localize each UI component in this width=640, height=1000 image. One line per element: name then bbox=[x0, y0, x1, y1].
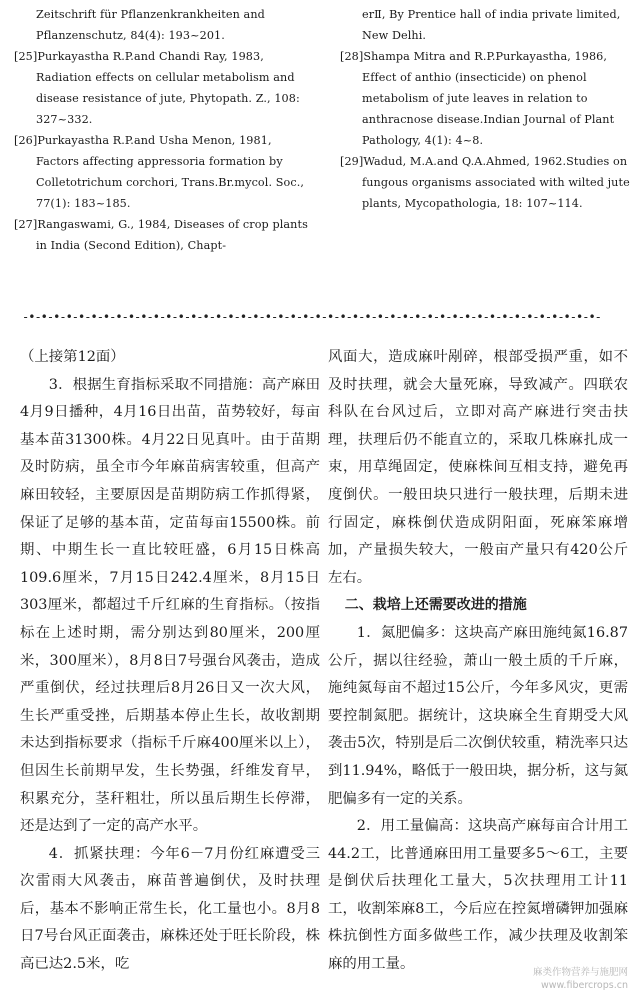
watermark-line: 麻类作物营养与施肥网 bbox=[532, 967, 628, 978]
watermark bbox=[478, 966, 628, 992]
body-paragraph: 2．用工量偏高：这块高产麻每亩合计用工44.2工，比普通麻田用工量要多5～6工，主要是倒伏后扶理化工量大，5次扶理用工计11工，收割笨麻8工，今后应在控氮增磷钾加强麻株抗倒性方面多做些工作，减少扶理及收割笨麻的用工量。 bbox=[328, 818, 628, 973]
section-divider: -•-•-•-•-•-•-•-•-•-•-•-•-•-•-•-•-•-•-•-•-•-•-•-•-•-•-•-•-•-•-•-•-•-•-•-•-•-•-•-•-•-•-•-•-•-•- bbox=[22, 310, 601, 322]
references-right-column bbox=[340, 4, 630, 214]
body-paragraph: 4．抓紧扶理：今年6－7月份红麻遭受三次雷雨大风袭击，麻苗普遍倒伏，及时扶理后，基本不影响正常生长，化工量也小。8月8日7号台风正面袭击，麻株还处于旺长阶段，株高已达2.5米，吃 bbox=[20, 845, 320, 973]
body-paragraph: 风面大，造成麻叶剐碎，根部受损严重，如不及时扶理，就会大量死麻，导致减产。四联农科队在台风过后，立即对高产麻进行突击扶理，扶理后仍不能直立的，采取几株麻扎成一束，用草绳固定，使麻株间互相支持，避免再度倒伏。一般田块只进行一般扶理，后期未进行固定，麻株倒伏造成阴阳面，死麻笨麻增加，产量损失较大，一般亩产量只有420公斤左右。 bbox=[328, 349, 628, 586]
reference-item: erⅡ, By Prentice hall of india private limited, New Delhi. bbox=[362, 8, 621, 42]
reference-item: [29]Wadud, M.A.and Q.A.Ahmed, 1962.Studies on fungous organisms associated with wilted jute plants, Mycopathologia, 18: 107~114. bbox=[340, 155, 630, 210]
reference-item: Zeitschrift für Pflanzenkrankheiten and Pflanzenschutz, 84(4): 193~201. bbox=[36, 8, 265, 42]
references-section bbox=[14, 4, 630, 296]
reference-item: [28]Shampa Mitra and R.P.Purkayastha, 1986, Effect of anthio (insecticide) on phenol metabolism of jute leaves in relation to anthracnose disease.Indian Journal of Plant Pathology, 4(1): 4~8. bbox=[340, 50, 615, 147]
body-paragraph: 1．氮肥偏多：这块高产麻田施纯氮16.87公斤，据以往经验，萧山一般土质的千斤麻，施纯氮每亩不超过15公斤，今年多风灾，更需要控制氮肥。据统计，这块麻全生育期受大风袭击5次，特别是后二次倒伏较重，精洗率只达到11.94%，略低于一般田块，据分析，这与氮肥偏多有一定的关系。 bbox=[328, 624, 628, 807]
reference-item: [26]Purkayastha R.P.and Usha Menon, 1981, Factors affecting appressoria formation by Colletotrichum corchori, Trans.Br.mycol. Soc., 77(1): 183~185. bbox=[14, 134, 305, 210]
body-right-column bbox=[328, 344, 628, 979]
references-left-column bbox=[14, 4, 314, 256]
continuation-note: （上接第12面） bbox=[20, 349, 125, 365]
section-heading: 二、栽培上还需要改进的措施 bbox=[344, 597, 527, 614]
body-left-column bbox=[20, 344, 320, 979]
body-paragraph: 3．根据生育指标采取不同措施：高产麻田4月9日播种，4月16日出苗，苗势较好，每亩基本苗31300株。4月22日见真叶。由于苗期及时防病，虽全市今年麻苗病害较重，但高产麻田较轻，主要原因是苗期防病工作抓得紧，保证了足够的基本苗，定苗每亩15500株。前期、中期生长一直比较旺盛，6月15日株高109.6厘米，7月15日242.4厘米，8月15日303厘米，都超过千斤红麻的生育指标。（按指标在上述时期，需分别达到80厘米，200厘米，300厘米），8月8日7号强台风袭击，造成严重倒伏，经过扶理后8月26日又一次大风，生长严重受挫，后期基本停止生长，故收割期未达到指标要求（指标千斤麻400厘米以上），但因生长前期早发，生长势强，纤维发育早，积累充分，茎秆粗壮，所以虽后期生长停滞，还是达到了一定的高产水平。 bbox=[20, 376, 320, 835]
reference-item: [27]Rangaswami, G., 1984, Diseases of crop plants in India (Second Edition), Chapt- bbox=[14, 218, 308, 252]
watermark-line: www.fibercrops.cn bbox=[541, 980, 628, 991]
reference-item: [25]Purkayastha R.P.and Chandi Ray, 1983, Radiation effects on cellular metabolism and disease resistance of jute, Phytopath. Z., 108: 327~332. bbox=[14, 50, 300, 126]
